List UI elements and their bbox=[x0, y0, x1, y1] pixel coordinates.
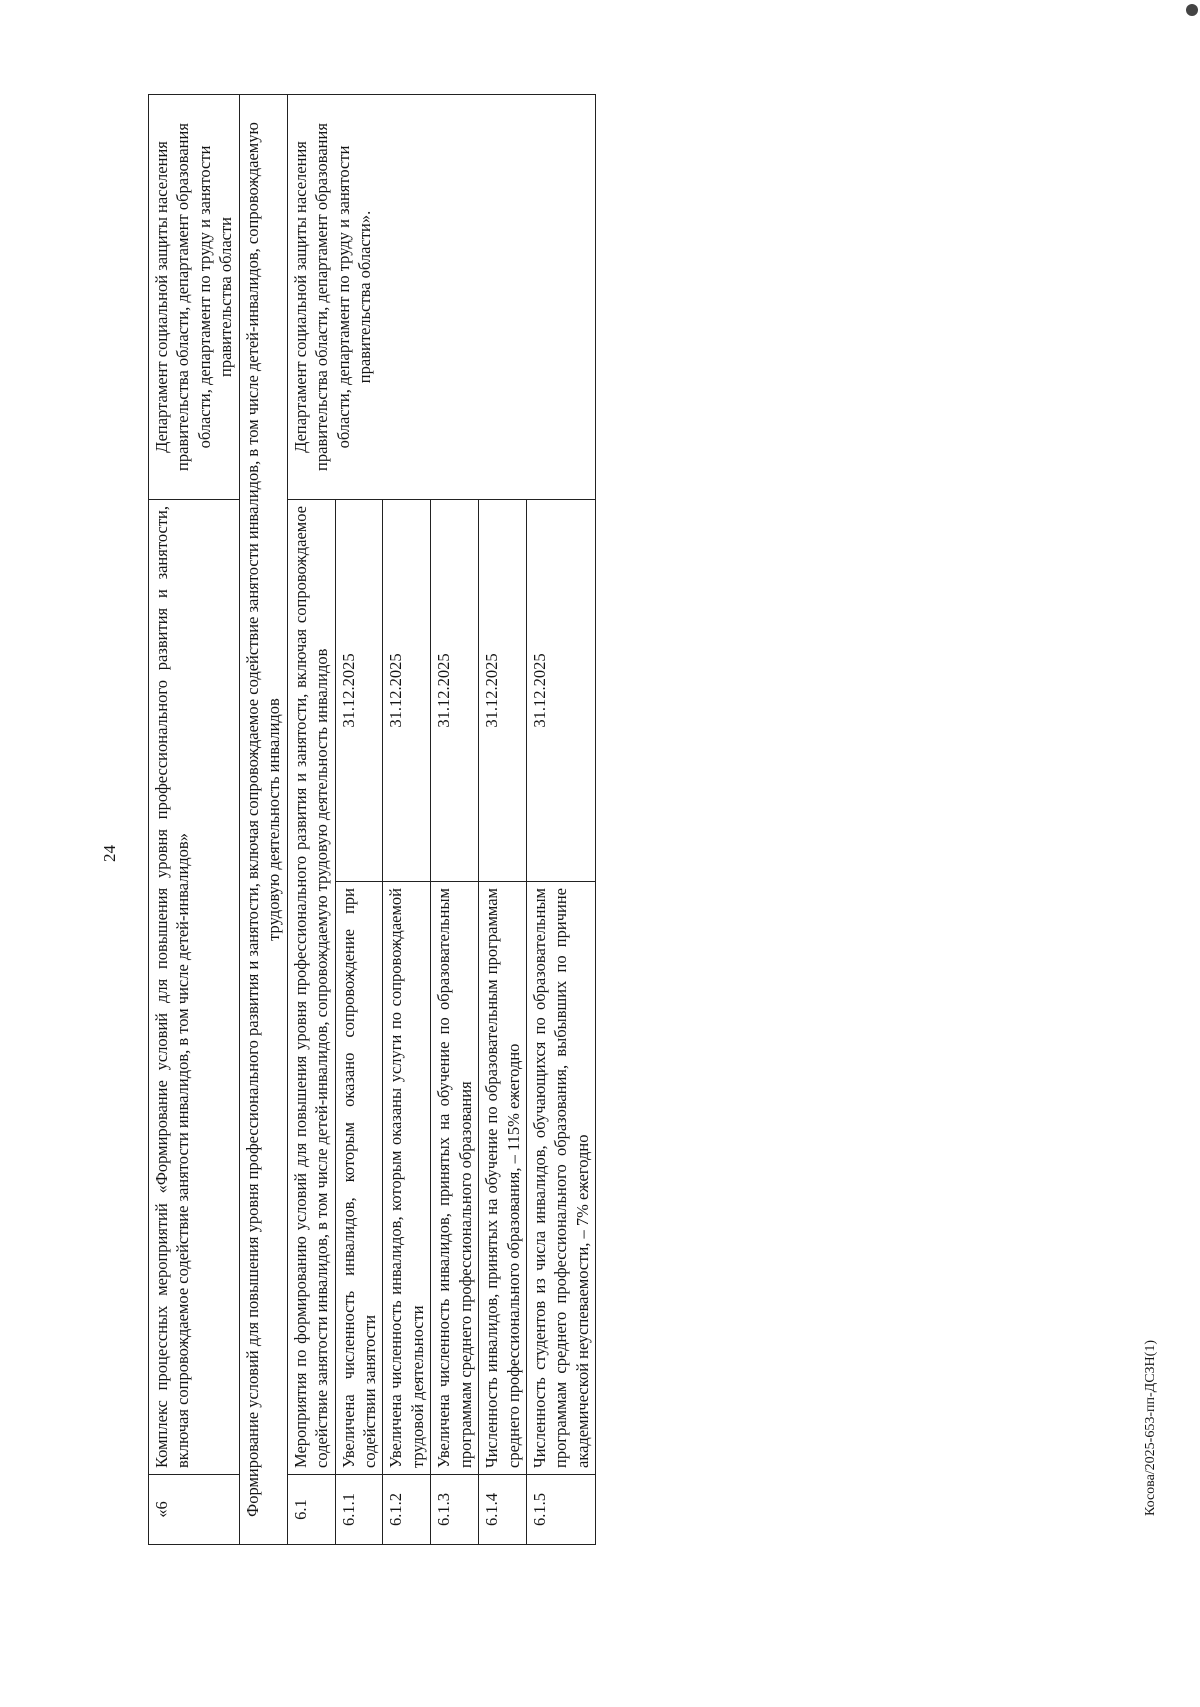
complex-responsible: Департамент социальной защиты населения правительства области, департамент образования области, департамент по труду и занятости правительства области bbox=[149, 95, 240, 500]
indicator-date: 31.12.2025 bbox=[479, 500, 527, 882]
indicator-text: Увеличена численность инвалидов, которым оказано сопровождение при содействии занятости bbox=[335, 882, 383, 1475]
document-code: Косова/2025-653-пп-ДСЗН(1) bbox=[1143, 1340, 1158, 1517]
indicator-number: 6.1.5 bbox=[527, 1475, 596, 1545]
indicator-number: 6.1.1 bbox=[335, 1475, 383, 1545]
indicator-number: 6.1.2 bbox=[383, 1475, 431, 1545]
complex-number: «6 bbox=[149, 1475, 240, 1545]
task-row bbox=[239, 95, 287, 1545]
measure-title: Мероприятия по формированию условий для повышения уровня профессионального развития и занятости, включая сопровождаемое содействие занятости инвалидов, в том числе детей-инвалидов, сопровождаемую трудовую деятельность инвалидов bbox=[287, 500, 335, 1475]
indicator-number: 6.1.3 bbox=[431, 1475, 479, 1545]
task-text: Формирование условий для повышения уровня профессионального развития и занятости, включая сопровождаемое содействие занятости инвалидов, в том числе детей-инвалидов, сопровождаемую трудовую деятельность инвалидов bbox=[239, 95, 287, 1545]
indicator-date: 31.12.2025 bbox=[335, 500, 383, 882]
indicator-number: 6.1.4 bbox=[479, 1475, 527, 1545]
page-number: 24 bbox=[100, 845, 119, 862]
plan-table bbox=[148, 94, 596, 1545]
complex-row bbox=[149, 95, 240, 1545]
measure-responsible: Департамент социальной защиты населения правительства области, департамент образования области, департамент по труду и занятости правительства области». bbox=[287, 95, 596, 500]
indicator-text: Увеличена численность инвалидов, которым оказаны услуги по сопровождаемой трудовой деятельности bbox=[383, 882, 431, 1475]
indicator-text: Увеличена численность инвалидов, принятых на обучение по образовательным программам среднего профессионального образования bbox=[431, 882, 479, 1475]
measure-number: 6.1 bbox=[287, 1475, 335, 1545]
complex-title: Комплекс процессных мероприятий «Формирование условий для повышения уровня профессионального развития и занятости, включая сопровождаемое содействие занятости инвалидов, в том числе детей-инвалидов» bbox=[149, 500, 240, 1475]
scan-mark bbox=[1186, 4, 1198, 16]
measure-row bbox=[287, 95, 335, 1545]
indicator-text: Численность студентов из числа инвалидов, обучающихся по образовательным программам среднего профессионального образования, выбывших по причине академической неуспеваемости, – 7% ежегодно bbox=[527, 882, 596, 1475]
indicator-text: Численность инвалидов, принятых на обучение по образовательным программам среднего профессионального образования, – 115% ежегодно bbox=[479, 882, 527, 1475]
indicator-date: 31.12.2025 bbox=[431, 500, 479, 882]
indicator-date: 31.12.2025 bbox=[383, 500, 431, 882]
indicator-date: 31.12.2025 bbox=[527, 500, 596, 882]
